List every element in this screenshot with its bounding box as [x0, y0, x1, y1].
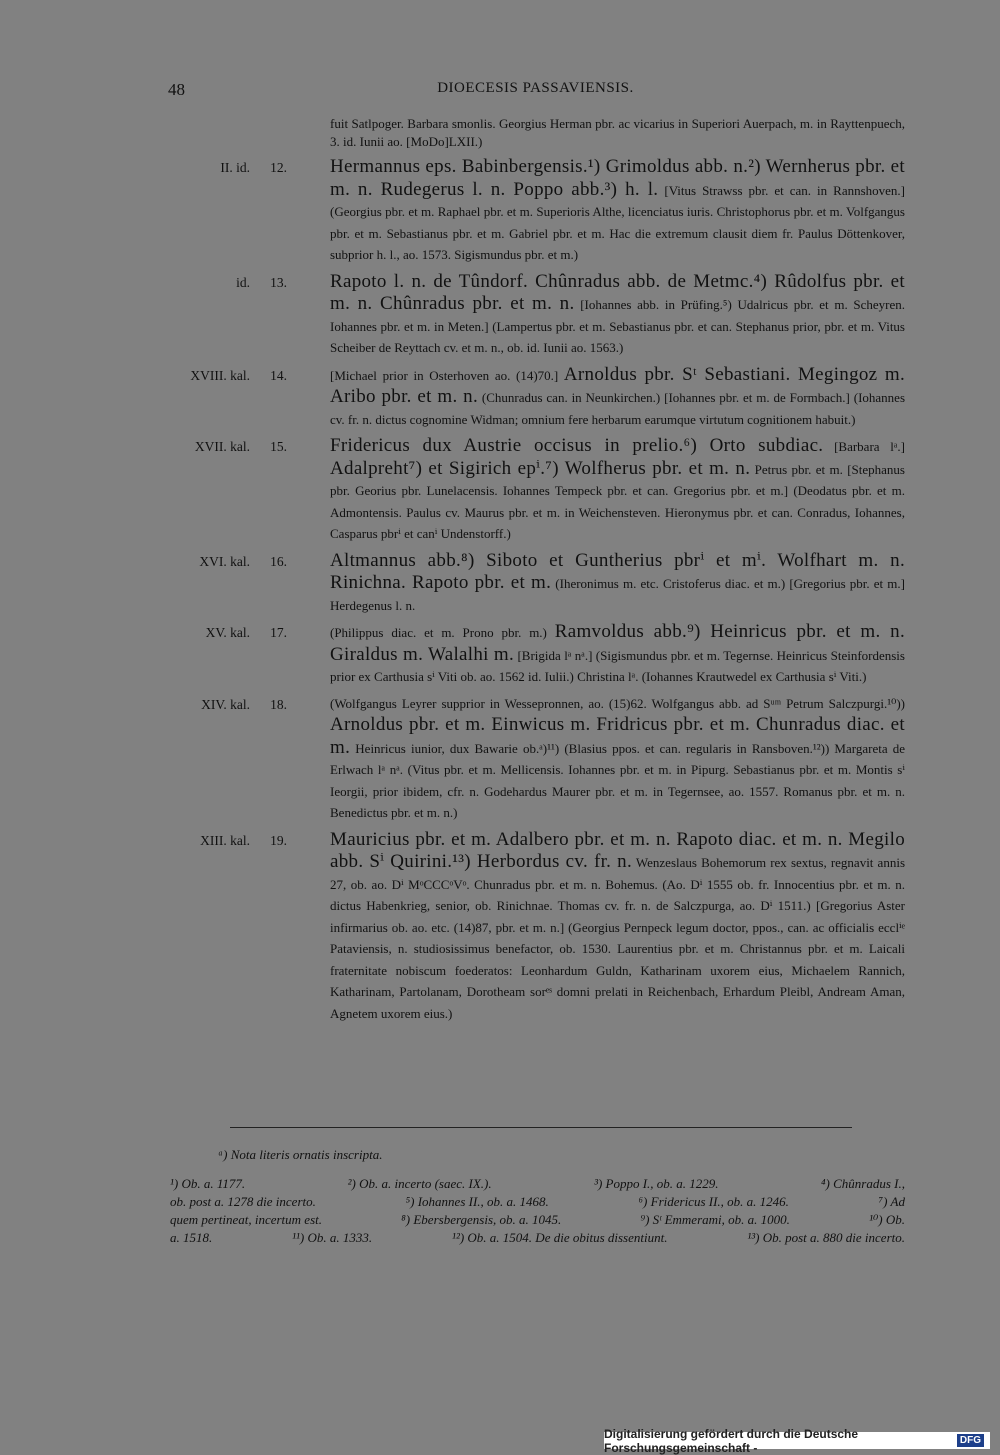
footnote-divider [230, 1127, 852, 1128]
lead-text: fuit Satlpoger. Barbara smonlis. Georgius Herman pbr. ac vicarius in Superiori Auerpach, m. in Rayttenpuech, 3. id. Iunii ao. [MoDo]LXII.) [330, 116, 905, 149]
entry-17 [170, 621, 905, 688]
entry-date: XIII. kal. [200, 832, 250, 848]
digitization-footer [604, 1426, 990, 1455]
footnote: ⁹) Sᵗ Emmerami, ob. a. 1000. [640, 1212, 790, 1227]
entry-additions: (Iheronimus m. etc. Cristoferus diac. et m.) [Gregorius pbr. et m.] Herdegenus l. n. [330, 576, 905, 613]
entry-additions: (Chunradus can. in Neunkirchen.) [Iohannes pbr. et m. de Formbach.] (Iohannes cv. fr. n. dictus cognomine Widman; omnium fere herbarum earumque virtutum cognitionem habuit.) [330, 390, 906, 427]
page-number: 48 [168, 80, 185, 99]
entry-number: 15. [270, 439, 287, 454]
footnote: ¹²) Ob. a. 1504. De die obitus dissentiunt. [452, 1230, 668, 1245]
entry-text [330, 693, 905, 824]
page-header [168, 80, 903, 104]
entry-date: id. [236, 274, 250, 290]
footnote: ⁸) Ebersbergensis, ob. a. 1045. [401, 1212, 562, 1227]
entry-18 [170, 693, 905, 824]
entry-prefix: (Philippus diac. et m. Prono pbr. m.) [330, 625, 547, 640]
entry-text [330, 550, 905, 617]
entry-main-names: Ramvoldus abb.⁹) Heinricus pbr. et m. n. Giraldus m. Walalhi m. [330, 621, 906, 665]
entry-date: XV. kal. [205, 625, 250, 640]
entry-date: XVI. kal. [199, 553, 250, 569]
footnote: ¹¹) Ob. a. 1333. [292, 1230, 373, 1245]
entry-number: 17. [270, 625, 287, 640]
entry-main-names: Rapoto l. n. de Tûndorf. Chûnradus abb. de Metmc.⁴) Rûdolfus pbr. et m. n. Chûnradus pbr. et m. n. [330, 270, 905, 314]
entry-main-names: Arnoldus pbr. et m. Einwicus m. Fridricus pbr. et m. Chunradus diac. et m. [330, 714, 905, 758]
footnote: ¹³) Ob. post a. 880 die incerto. [747, 1230, 905, 1245]
necrology-body [170, 115, 905, 1024]
entry-text [330, 364, 905, 431]
entry-additions: [Vitus Strawss pbr. et can. in Rannshoven.] (Georgius pbr. et m. Raphael pbr. et m. Superioris Althe, licenciatus iuris. Christophorus pbr. et m. Volfgangus pbr. et m. Sebastianus pbr. et m. Gabriel pbr. et m. Hac die extremum clausit diem fr. Paulus Döttenkover, subprior h. l., ao. 1573. Sigismundus pbr. et m.) [330, 182, 906, 262]
footnote: ¹⁰) Ob. [869, 1212, 905, 1227]
footnote: ⁷) Ad [878, 1194, 905, 1209]
running-title: DIOECESIS PASSAVIENSIS. [437, 80, 634, 96]
footnote: ¹) Ob. a. 1177. [170, 1176, 246, 1191]
entry-main-names: Arnoldus pbr. Sᵗ Sebastiani. Megingoz m. Aribo pbr. et m. n. [330, 363, 905, 407]
entry-date: XVII. kal. [194, 439, 250, 454]
entry-12 [170, 156, 905, 266]
footnotes [170, 1175, 905, 1247]
footnote-line [170, 1193, 905, 1211]
footnote: ⁵) Iohannes II., ob. a. 1468. [405, 1194, 549, 1209]
footnote-line [170, 1175, 905, 1193]
entry-additions: Petrus pbr. et m. [Stephanus pbr. Georius pbr. Lunelacensis. Iohannes Tempeck pbr. et can. Gregorius pbr. et m.] (Deodatus pbr. et m. Admontensis. Paulus cv. Maurus pbr. et m. in Weichensteven. Hieronymus pbr. et can. Conradus, Iohannes, Casparus pbrⁱ et canⁱ Undenstorff.) [330, 461, 905, 541]
entry-text [330, 271, 905, 359]
entry-main-names: Fridericus dux Austrie occisus in prelio.⁶) Orto subdiac. [330, 435, 824, 456]
entry-main-names: Altmannus abb.⁸) Siboto et Guntherius pbrⁱ et mⁱ. Wolfhart m. n. Rinichna. Rapoto pbr. et m. [330, 549, 905, 593]
entry-prefix: [Michael prior in Osterhoven ao. (14)70.] [330, 367, 559, 383]
entry-inline-addition: [Barbara lᵃ.] [834, 439, 906, 454]
entry-additions: [Iohannes abb. in Prüfing.⁵) Udalricus pbr. et m. Scheyren. Iohannes pbr. et m. in Meten.] (Lampertus pbr. et m. Sebastianus pbr. et can. Stephanus prior, pbr. et m. Vitus Scheiber de Reyttach cv. et m. n., ob. id. Iunii ao. 1563.) [330, 297, 906, 355]
footer-credit: Digitalisierung gefördert durch die Deutsche Forschungsgemeinschaft - [604, 1426, 859, 1455]
entry-prefix: (Wolfgangus Leyrer supprior in Wessepronnen, ao. (15)62. Wolfgangus abb. ad Sᵘᵐ Petrum Salczpurgi.¹⁰)) [330, 695, 905, 711]
footnote-line [170, 1211, 905, 1229]
entry-number: 18. [270, 696, 287, 712]
entry-additions: [Brigida lᵃ nᵃ.] (Sigismundus pbr. et m. Tegernse. Heinricus Steinfordensis prior ex Carthusia sⁱ Viti ob. ao. 1562 id. Iulii.) Christina lᵃ. (Iohannes Krautwedel ex Carthusia sⁱ Viti.) [330, 647, 905, 684]
footnote: ⁶) Fridericus II., ob. a. 1246. [638, 1194, 789, 1209]
footnote: ³) Poppo I., ob. a. 1229. [594, 1176, 719, 1191]
entry-number: 14. [270, 367, 287, 383]
entry-16 [170, 550, 905, 617]
entry-19 [170, 829, 905, 1025]
entry-number: 19. [270, 832, 287, 848]
marked-note: ᵃ) Nota literis ornatis inscripta. [218, 1147, 383, 1162]
entry-number: 16. [270, 553, 287, 569]
dfg-logo-icon: DFG [957, 1434, 984, 1447]
entry-date: II. id. [220, 160, 250, 175]
entry-text [330, 435, 905, 545]
entry-additions: Heinricus iunior, dux Bawarie ob.ᵃ)¹¹) (Blasius ppos. et can. regularis in Ransboven.¹²)) Margareta de Erlwach lᵃ nᵃ. (Vitus pbr. et m. Mellicensis. Iohannes pbr. et m. in Pipurg. Sebastianus pbr. et m. Montis sⁱ Ieorgii, prior ibidem, cfr. n. Godehardus Maurer pbr. et m. in Tegernsee, ao. 1557. Romanus pbr. et m. n. Benedictus pbr. et m. n.) [330, 740, 906, 820]
footnote: ⁴) Chûnradus I., [821, 1176, 905, 1191]
entry-number: 12. [270, 160, 287, 175]
entry-text [330, 829, 905, 1025]
footnote: a. 1518. [170, 1230, 213, 1245]
entry-13 [170, 271, 905, 359]
entry-text [330, 621, 905, 688]
entry-additions: Wenzeslaus Bohemorum rex sextus, regnavit annis 27, ob. ao. Dⁱ MᵒCCCᵒVᵒ. Chunradus pbr. et m. n. Bohemus. (Ao. Dⁱ 1555 ob. fr. Innocentius pbr. et m. n. dictus Habenkrieg, senior, ob. Rinichnae. Thomas cv. fr. n. de Salczpurga, ao. Dⁱ 1511.) [Gregorius Aster infirmarius ob. ao. etc. (14)87, pbr. et m. n.] (Georgius Pernpeck legum doctor, ppos., can. ac officialis ecclⁱᵉ Pataviensis, n. studiosissimus benefactor, ob. 1530. Laurentius pbr. et m. Christannus pbr. et m. Laicali fraternitate nobiscum foederatos: Leonhardum Guldn, Katharinam uxorem eius, Michaelem Rannich, Katharinam, Partolanam, Dorotheam sorᵉˢ domni prelati in Reichenbach, Erhardum Pleibl, Andream Aman, Agnetem uxorem eius.) [330, 855, 905, 1021]
entry-main-names-continued: Adalpreht⁷) et Sigirich epⁱ.⁷) Wolfherus pbr. et m. n. [330, 457, 751, 479]
entry-main-names: Hermannus eps. Babinbergensis.¹) Grimoldus abb. n.²) Wernherus pbr. et m. n. Rudegerus l. n. Poppo abb.³) h. l. [330, 156, 905, 200]
entry-14 [170, 364, 905, 431]
entry-15 [170, 435, 905, 545]
footnote-line [170, 1229, 905, 1247]
footnote: quem pertineat, incertum est. [170, 1212, 322, 1227]
footnote: ob. post a. 1278 die incerto. [170, 1194, 316, 1209]
entry-date: XVIII. kal. [190, 367, 250, 383]
entry-text [330, 156, 905, 266]
entry-date: XIV. kal. [201, 696, 250, 712]
entry-number: 13. [270, 274, 287, 290]
footnote: ²) Ob. a. incerto (saec. IX.). [347, 1176, 492, 1191]
entry-main-names: Mauricius pbr. et m. Adalbero pbr. et m. n. Rapoto diac. et m. n. Megilo abb. Sⁱ Quirini.¹³) Herbordus cv. fr. n. [330, 828, 905, 872]
